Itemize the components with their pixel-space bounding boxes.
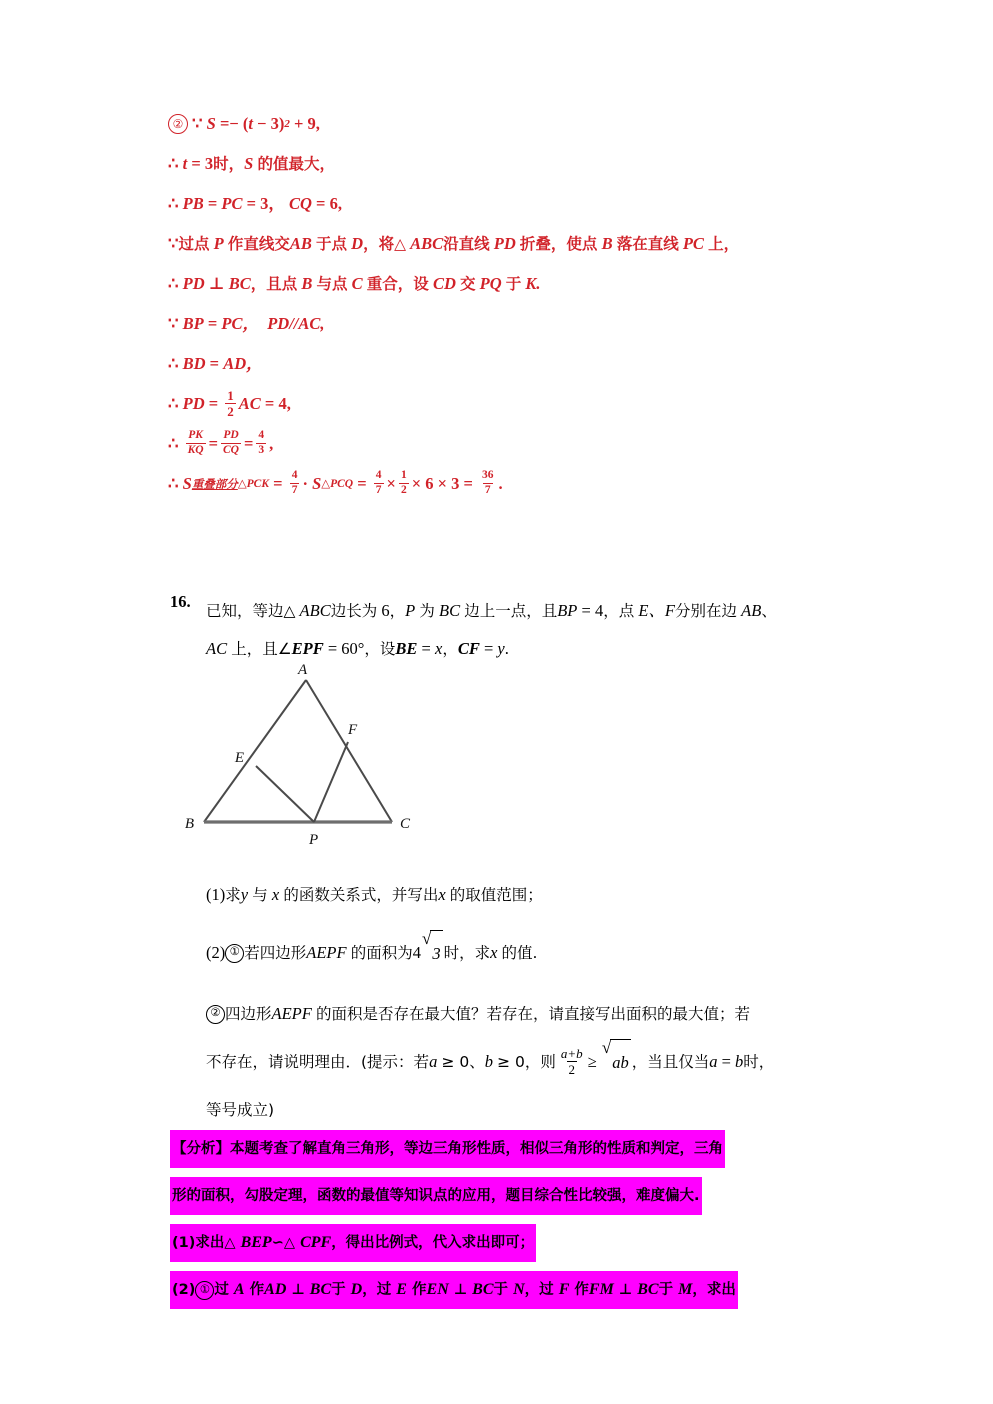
sol2-eq: =	[191, 154, 201, 173]
q2-x: x	[490, 943, 498, 962]
sol4-c: 于点	[316, 235, 348, 253]
a3-b: △	[283, 1235, 295, 1251]
sol10-eq3: =	[463, 474, 473, 493]
therefore-symbol: ∴	[168, 474, 179, 493]
solution-line-1	[168, 104, 928, 144]
perp-symbol: ⊥	[208, 274, 225, 293]
q3-l1a: 四边形	[225, 1005, 272, 1023]
label-A: A	[298, 662, 308, 678]
q3-l1b: 的面积是否存在最大值？若存在，请直接写出面积的最大值；若	[315, 1005, 750, 1023]
fraction-numerator: 4	[291, 469, 298, 481]
fraction-numerator: 1	[400, 469, 407, 481]
a4-perp2: ⊥	[453, 1282, 468, 1298]
a4-g: ，过	[524, 1282, 554, 1298]
sol6-pc: PC，	[221, 314, 259, 333]
sol3-pc: PC	[221, 194, 243, 213]
p2-c: ，	[442, 640, 458, 658]
a4-bc1: BC	[309, 1281, 332, 1298]
analysis-tag: 【分析】	[172, 1141, 230, 1157]
q3-b-var: b	[484, 1052, 493, 1071]
a4-i: 于	[658, 1282, 674, 1298]
sol1-nine: 9,	[307, 114, 320, 133]
q3-l2eq: =	[721, 1052, 731, 1071]
sol10-s: S	[182, 474, 192, 493]
sol10-sub-overlap: 重叠部分	[191, 477, 238, 491]
sol4-i: 上，	[708, 235, 740, 253]
sol10-eq2: =	[357, 474, 367, 493]
analysis-row-2-wrap	[170, 1175, 930, 1217]
a4-j: ，求出	[692, 1282, 736, 1298]
sol4-pc: PC	[682, 234, 704, 253]
solution-line-7	[168, 344, 928, 384]
p1-a: 已知，等边△	[206, 602, 296, 620]
fraction-four-thirds	[256, 430, 266, 456]
a4-perp3: ⊥	[618, 1282, 633, 1298]
q2-b: 的面积为	[350, 944, 413, 962]
q2-four: 4	[412, 943, 421, 962]
sol10-times3: ×	[437, 474, 447, 493]
sol5-a: ，且点	[250, 275, 298, 293]
a4-label: (2)	[172, 1282, 196, 1298]
sol1-t: t	[248, 114, 253, 133]
q3-l2h: 时，	[743, 1053, 775, 1071]
sol4-ab: AB	[289, 234, 312, 253]
sol5-pq: PQ	[479, 274, 502, 293]
sol1-eq: =−	[219, 114, 239, 133]
analysis-row-4	[170, 1271, 738, 1309]
fraction-four-sevenths-2	[374, 470, 384, 496]
fraction-thirtysix-sevenths	[480, 470, 496, 496]
fraction-numerator: PK	[188, 429, 203, 441]
sol2-s: S	[244, 154, 254, 173]
segment-EP	[256, 766, 314, 822]
sol3-eq3: =	[316, 194, 326, 213]
analysis-row-3	[170, 1224, 536, 1262]
sol1-open: (	[242, 114, 249, 133]
sol9-tail: ,	[269, 434, 274, 453]
p1-f: ，点	[603, 602, 635, 620]
solution-line-10	[168, 464, 928, 504]
p1-b: 边长为	[330, 602, 378, 620]
sol4-h: 落在直线	[616, 235, 679, 253]
a3-label: (1)	[172, 1235, 196, 1251]
p2-deg: 60°	[341, 639, 365, 658]
sol4-f: 沿直线	[443, 235, 490, 253]
q1-x2: x	[438, 885, 446, 904]
a4-d: ，过	[362, 1282, 392, 1298]
q1-a: 求	[225, 886, 241, 904]
sol4-pd: PD	[493, 234, 516, 253]
q1-x: x	[271, 885, 280, 904]
p1-ef: E、F	[638, 601, 676, 620]
p2-b: ，设	[364, 640, 396, 658]
problem-statement	[206, 592, 940, 668]
problem-16	[170, 592, 940, 668]
q1-d: 的取值范围；	[449, 886, 543, 904]
problem-line-1	[206, 592, 940, 630]
p1-c: ，	[389, 602, 406, 620]
p1-six: 6	[381, 601, 390, 620]
p2-eq: =	[327, 639, 338, 658]
fraction-numerator: 4	[375, 469, 382, 481]
a3-cpf: CPF	[300, 1234, 332, 1251]
fraction-denominator: 3	[258, 443, 265, 456]
geometry-diagram	[184, 662, 476, 862]
therefore-symbol: ∴	[168, 154, 179, 173]
solution-line-9	[168, 424, 928, 464]
a3-c: ，得出比例式，代入求出即可；	[331, 1235, 535, 1251]
sol1-power: 2	[284, 118, 290, 130]
sol8-val: 4,	[278, 394, 291, 413]
sol7-eq: =	[209, 354, 220, 373]
analysis-row-3-wrap	[170, 1222, 930, 1264]
sol1-minus: −	[257, 114, 267, 133]
label-F: F	[348, 722, 358, 738]
sol5-cc: C	[351, 274, 363, 293]
p1-abc: ABC	[299, 601, 331, 620]
a4-ad: AD	[264, 1281, 287, 1298]
a3-bep: BEP	[240, 1234, 272, 1251]
sol5-pd: PD	[182, 274, 205, 293]
p2-be: BE	[395, 639, 418, 658]
p1-e: 边上一点，且	[464, 602, 558, 620]
p2-x: x	[434, 639, 443, 658]
solution-line-4	[168, 224, 928, 264]
p1-four: 4	[594, 601, 604, 620]
fraction-a-plus-b-over-2	[559, 1047, 585, 1076]
q1-b: 与	[252, 886, 268, 904]
sqrt-ab	[602, 1039, 631, 1086]
sol6-bp: BP	[182, 314, 204, 333]
sol2-shi: 时，	[213, 155, 245, 173]
question-2-part-2	[206, 990, 942, 1134]
sol4-abc: ABC	[410, 234, 444, 253]
sol4-b2: B	[601, 234, 613, 253]
sol10-period: .	[498, 474, 503, 493]
solution-line-2	[168, 144, 928, 184]
fraction-pd-cq	[221, 430, 241, 456]
sol4-e: ，将△	[363, 235, 406, 253]
circled-marker-1: ①	[225, 944, 244, 963]
a4-c: 于	[331, 1282, 346, 1298]
fraction-denominator: 2	[568, 1061, 576, 1077]
therefore-symbol: ∴	[168, 354, 179, 373]
q3-l2f: a	[709, 1052, 718, 1071]
a4-A: A	[233, 1281, 245, 1298]
solution-block	[168, 104, 928, 504]
q3-l2b: ≥ 0、	[441, 1053, 485, 1071]
fraction-denominator: 7	[484, 483, 491, 496]
q1-label: (1)	[206, 885, 226, 904]
sol2-val: 3	[204, 154, 214, 173]
sol2-t: t	[182, 154, 188, 173]
problem-number: 16.	[170, 592, 191, 611]
sqrt-three	[422, 930, 443, 977]
p1-d: 为	[419, 602, 435, 620]
a4-a: 过	[214, 1282, 229, 1298]
analysis-row-1-text: 本题考查了解直角三角形，等边三角形性质，相似三角形的性质和判定，三角	[230, 1141, 723, 1157]
sol3-v1: 3，	[260, 194, 285, 213]
sol10-times2: ×	[411, 474, 422, 493]
p1-ab: AB	[741, 601, 762, 620]
solution-line-8	[168, 384, 928, 424]
fraction-denominator: 2	[227, 403, 234, 419]
therefore-symbol: ∴	[168, 194, 179, 213]
because-symbol: ∵	[192, 114, 203, 133]
sol3-eq2: =	[246, 194, 256, 213]
p1-p: P	[405, 601, 416, 620]
solution-line-3	[168, 184, 928, 224]
sol7-bd: BD	[182, 354, 206, 373]
sol6-eq: =	[207, 314, 218, 333]
fraction-numerator: a+b	[560, 1045, 583, 1061]
analysis-row-1-wrap	[170, 1128, 930, 1170]
sol9-eq2: =	[244, 434, 254, 453]
a4-e: 作	[412, 1282, 427, 1298]
fraction-denominator: 2	[400, 483, 407, 496]
a4-bc3: BC	[637, 1281, 659, 1298]
q2-a: 若四边形	[244, 944, 307, 962]
sol3-cq: CQ	[289, 194, 312, 213]
q3-l2a: 不存在，请说明理由．(提示：若	[206, 1053, 430, 1071]
fraction-denominator: 7	[291, 483, 298, 496]
a4-E: E	[396, 1281, 407, 1298]
sol4-a: 过点	[178, 235, 210, 253]
a4-b: 作	[249, 1282, 265, 1298]
sol1-plus: +	[294, 114, 304, 133]
sol3-v2: 6,	[329, 194, 342, 213]
fraction-denominator: KQ	[187, 443, 204, 456]
sol10-sub-pcq: △PCQ	[321, 478, 354, 490]
p1-bp: BP	[557, 601, 578, 620]
analysis-row-2: 形的面积，勾股定理，函数的最值等知识点的应用，题目综合性比较强，难度偏大.	[170, 1177, 702, 1215]
therefore-symbol: ∴	[168, 394, 179, 413]
circled-marker-2: ②	[168, 114, 188, 134]
q2-aepf: AEPF	[306, 943, 347, 962]
sol8-eq: =	[208, 394, 219, 413]
a4-perp1: ⊥	[291, 1282, 305, 1298]
fraction-numerator: 4	[258, 429, 265, 441]
q3-l2g: b	[735, 1052, 744, 1071]
radicand: ab	[610, 1039, 631, 1086]
a4-F: F	[558, 1281, 570, 1298]
a4-h: 作	[574, 1282, 589, 1298]
sol5-k: K.	[525, 274, 541, 293]
q1-y: y	[240, 885, 249, 904]
sol8-eq2: =	[264, 394, 275, 413]
a4-D: D	[350, 1281, 363, 1298]
because-symbol: ∵	[168, 234, 179, 253]
a4-M: M	[678, 1281, 693, 1298]
q3-line-2	[206, 1038, 942, 1086]
triangle-svg	[184, 662, 476, 862]
label-C: C	[400, 816, 411, 832]
sol3-pb: PB	[182, 194, 204, 213]
question-1	[206, 872, 543, 918]
segment-FP	[314, 742, 348, 822]
q2-label: (2)	[206, 943, 226, 962]
fraction-pk-kq	[186, 430, 206, 456]
q3-line-1	[206, 990, 942, 1038]
p2-ac: AC	[206, 639, 228, 658]
analysis-row-4-wrap	[170, 1269, 930, 1311]
sol10-three: 3	[451, 474, 460, 493]
solution-line-5	[168, 264, 928, 304]
sol5-c: 与点	[316, 275, 348, 293]
a3-sim: ∽	[271, 1235, 284, 1251]
sol10-eq1: =	[273, 474, 283, 493]
sol5-f: 于	[505, 275, 522, 293]
p2-eq3: =	[483, 639, 494, 658]
sol5-b: B	[301, 274, 313, 293]
fraction-one-half	[225, 389, 236, 418]
radical-sign: √	[601, 1037, 612, 1057]
fraction-numerator: 1	[227, 387, 234, 403]
sol1-close: )	[278, 114, 285, 133]
radicand: 3	[430, 930, 442, 977]
because-symbol: ∵	[168, 314, 179, 333]
sol4-p: P	[213, 234, 224, 253]
fraction-numerator: 36	[482, 469, 494, 481]
q3-a-var: a	[429, 1052, 438, 1071]
question-2-part-1	[206, 930, 537, 976]
label-P: P	[309, 832, 319, 848]
therefore-symbol: ∴	[168, 274, 179, 293]
label-B: B	[184, 816, 194, 832]
q1-c: 的函数关系式，并写出	[283, 886, 439, 904]
label-E: E	[234, 750, 244, 766]
sol4-g: 折叠，使点	[519, 235, 598, 253]
a4-f: 于	[493, 1282, 508, 1298]
sol7-ad: AD，	[223, 354, 263, 373]
analysis-block	[170, 1128, 930, 1316]
p2-epf: EPF	[291, 639, 324, 658]
a4-en: EN	[426, 1281, 449, 1298]
p2-a: 上，且∠	[231, 640, 292, 658]
solution-line-6	[168, 304, 928, 344]
p2-eq2: =	[421, 639, 431, 658]
p1-eq: =	[581, 601, 591, 620]
p1-bc: BC	[438, 601, 461, 620]
sol4-b: 作直线交	[227, 235, 290, 253]
sol1-three: 3	[270, 114, 279, 133]
fraction-denominator: 7	[375, 483, 382, 496]
sol6-pdac: PD//AC,	[267, 314, 325, 333]
a4-N: N	[513, 1281, 525, 1298]
fraction-four-sevenths-1	[290, 470, 300, 496]
circled-marker-2: ②	[206, 1005, 225, 1024]
circled-marker-1: ①	[195, 1281, 214, 1300]
q3-line-3	[206, 1086, 942, 1134]
fraction-numerator: PD	[223, 429, 239, 441]
sol5-bc: BC	[228, 274, 251, 293]
fraction-denominator: CQ	[223, 443, 239, 456]
p2-cf: CF	[457, 639, 480, 658]
sol10-times1: ×	[386, 474, 396, 493]
sol10-dot: ·	[302, 474, 308, 493]
a3-a: 求出△	[195, 1235, 236, 1251]
sol8-ac: AC	[238, 394, 261, 413]
q3-aepf: AEPF	[271, 1004, 312, 1023]
sol2-tail: 的值最大，	[257, 155, 335, 173]
sol5-e: 交	[459, 275, 476, 293]
sol10-s2: S	[312, 474, 322, 493]
a4-fm: FM	[588, 1281, 614, 1298]
sol5-d: 重合，设	[366, 275, 429, 293]
q3-l3: 等号成立)	[206, 1101, 275, 1119]
sol8-pd: PD	[182, 394, 205, 413]
a4-bc2: BC	[472, 1281, 494, 1298]
q2-c: 时，求	[443, 944, 491, 962]
sol9-eq1: =	[208, 434, 219, 453]
q3-ge: ≥	[587, 1052, 597, 1071]
p2-y: y	[497, 639, 505, 658]
sol10-sub-pck: △PCK	[237, 478, 270, 490]
therefore-symbol: ∴	[168, 434, 179, 453]
sol3-eq1: =	[207, 194, 218, 213]
p2-d: .	[504, 639, 509, 658]
q3-l2c: ≥ 0，则	[497, 1053, 556, 1071]
sol4-d: D	[351, 234, 364, 253]
sol10-six: 6	[425, 474, 434, 493]
q2-d: 的值.	[501, 944, 538, 962]
p1-g: 分别在边	[675, 602, 738, 620]
fraction-one-half-2	[399, 470, 409, 496]
p1-h: 、	[761, 602, 777, 620]
radical-sign: √	[421, 928, 432, 948]
q3-l2e: ，当且仅当	[631, 1053, 710, 1071]
sol5-cd: CD	[432, 274, 456, 293]
segment-AC	[306, 680, 392, 822]
sol1-s: S	[206, 114, 216, 133]
analysis-row-1	[170, 1130, 725, 1168]
